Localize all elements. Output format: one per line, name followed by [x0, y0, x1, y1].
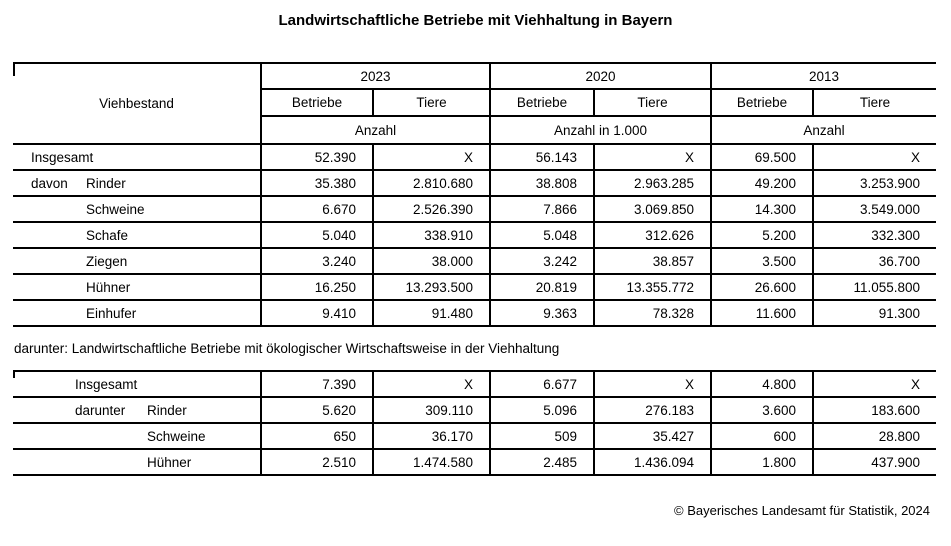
- value-cell: 6.670: [261, 196, 373, 222]
- value-cell: X: [373, 144, 490, 170]
- row-label-cell: [13, 423, 261, 449]
- value-cell: 2.510: [261, 449, 373, 475]
- table-row-huehner: [13, 274, 936, 300]
- col-header-betriebe-2023: Betriebe: [261, 89, 373, 116]
- value-cell: 11.600: [711, 300, 813, 326]
- unit-header-2020: Anzahl in 1.000: [490, 116, 711, 144]
- table-row-schweine-oeko: [13, 423, 936, 449]
- value-cell: 2.526.390: [373, 196, 490, 222]
- row-label: Einhufer: [86, 305, 137, 321]
- page-title: Landwirtschaftliche Betriebe mit Viehhaltung in Bayern: [278, 12, 673, 29]
- value-cell: 91.300: [813, 300, 936, 326]
- value-cell: 3.069.850: [594, 196, 711, 222]
- value-cell: X: [373, 371, 490, 397]
- value-cell: 332.300: [813, 222, 936, 248]
- value-cell: 7.390: [261, 371, 373, 397]
- value-cell: 78.328: [594, 300, 711, 326]
- row-label: Hühner: [147, 454, 192, 470]
- value-cell: 3.549.000: [813, 196, 936, 222]
- value-cell: 35.380: [261, 170, 373, 196]
- row-prefix: davon: [31, 175, 68, 191]
- value-cell: 69.500: [711, 144, 813, 170]
- value-cell: 38.808: [490, 170, 594, 196]
- subheading-oekologisch: darunter: Landwirtschaftliche Betriebe mit ökologischer Wirtschaftsweise in der Viehhaltung: [14, 341, 560, 356]
- table-row-rinder-oeko: [13, 397, 936, 423]
- year-header-2013: 2013: [711, 63, 936, 89]
- value-cell: X: [813, 371, 936, 397]
- table-row-schafe: [13, 222, 936, 248]
- value-cell: 6.677: [490, 371, 594, 397]
- row-label-cell: [13, 170, 261, 196]
- value-cell: 5.096: [490, 397, 594, 423]
- table-row-schweine: [13, 196, 936, 222]
- value-cell: 4.800: [711, 371, 813, 397]
- corner-tick: [13, 370, 15, 378]
- row-prefix: darunter: [75, 402, 126, 418]
- row-label: Insgesamt: [75, 376, 138, 392]
- col-header-betriebe-2020: Betriebe: [490, 89, 594, 116]
- value-cell: 2.810.680: [373, 170, 490, 196]
- value-cell: 5.200: [711, 222, 813, 248]
- value-cell: 7.866: [490, 196, 594, 222]
- row-label-cell: [13, 144, 261, 170]
- table-row-rinder: [13, 170, 936, 196]
- value-cell: 52.390: [261, 144, 373, 170]
- value-cell: 509: [490, 423, 594, 449]
- value-cell: 13.355.772: [594, 274, 711, 300]
- livestock-table-wrapper: [13, 62, 936, 327]
- col-header-tiere-2020: Tiere: [594, 89, 711, 116]
- value-cell: 28.800: [813, 423, 936, 449]
- year-header-2020: 2020: [490, 63, 711, 89]
- table-row-ziegen: [13, 248, 936, 274]
- row-label-cell: [13, 222, 261, 248]
- row-label-cell: [13, 397, 261, 423]
- value-cell: 338.910: [373, 222, 490, 248]
- organic-table: [13, 370, 936, 476]
- value-cell: 49.200: [711, 170, 813, 196]
- value-cell: X: [813, 144, 936, 170]
- value-cell: 2.963.285: [594, 170, 711, 196]
- row-label-cell: [13, 449, 261, 475]
- value-cell: 2.485: [490, 449, 594, 475]
- value-cell: 11.055.800: [813, 274, 936, 300]
- row-label: Schafe: [86, 227, 129, 243]
- value-cell: 3.242: [490, 248, 594, 274]
- unit-header-2013: Anzahl: [711, 116, 936, 144]
- value-cell: 3.600: [711, 397, 813, 423]
- row-header-viehbestand: Viehbestand: [13, 63, 261, 144]
- row-label-cell: [13, 196, 261, 222]
- row-label: Schweine: [86, 201, 145, 217]
- organic-table-wrapper: [13, 370, 936, 476]
- value-cell: 38.000: [373, 248, 490, 274]
- value-cell: 3.253.900: [813, 170, 936, 196]
- value-cell: 16.250: [261, 274, 373, 300]
- copyright-credit: © Bayerisches Landesamt für Statistik, 2024: [674, 503, 930, 518]
- row-label: Rinder: [147, 402, 187, 418]
- value-cell: 309.110: [373, 397, 490, 423]
- value-cell: 1.436.094: [594, 449, 711, 475]
- value-cell: 13.293.500: [373, 274, 490, 300]
- value-cell: 437.900: [813, 449, 936, 475]
- value-cell: 1.800: [711, 449, 813, 475]
- row-label-cell: [13, 248, 261, 274]
- year-header-row: [13, 63, 936, 89]
- col-header-tiere-2023: Tiere: [373, 89, 490, 116]
- value-cell: 20.819: [490, 274, 594, 300]
- col-header-betriebe-2013: Betriebe: [711, 89, 813, 116]
- col-header-tiere-2013: Tiere: [813, 89, 936, 116]
- unit-header-2023: Anzahl: [261, 116, 490, 144]
- value-cell: 91.480: [373, 300, 490, 326]
- value-cell: 9.410: [261, 300, 373, 326]
- row-label-cell: [13, 274, 261, 300]
- value-cell: 3.500: [711, 248, 813, 274]
- row-label: Schweine: [147, 428, 206, 444]
- value-cell: 600: [711, 423, 813, 449]
- value-cell: 183.600: [813, 397, 936, 423]
- value-cell: 1.474.580: [373, 449, 490, 475]
- row-label: Hühner: [86, 279, 131, 295]
- value-cell: 276.183: [594, 397, 711, 423]
- row-label-cell: [13, 300, 261, 326]
- corner-tick: [13, 62, 15, 76]
- row-label: Ziegen: [86, 253, 128, 269]
- value-cell: 36.700: [813, 248, 936, 274]
- row-label: Rinder: [86, 175, 126, 191]
- table-row-insgesamt-oeko: [13, 371, 936, 397]
- value-cell: 14.300: [711, 196, 813, 222]
- table-row-insgesamt: [13, 144, 936, 170]
- row-label-cell: [13, 371, 261, 397]
- row-label: Insgesamt: [31, 149, 94, 165]
- value-cell: 3.240: [261, 248, 373, 274]
- value-cell: 312.626: [594, 222, 711, 248]
- value-cell: 26.600: [711, 274, 813, 300]
- year-header-2023: 2023: [261, 63, 490, 89]
- value-cell: 650: [261, 423, 373, 449]
- value-cell: X: [594, 371, 711, 397]
- livestock-table: [13, 62, 936, 327]
- value-cell: 5.040: [261, 222, 373, 248]
- value-cell: X: [594, 144, 711, 170]
- value-cell: 56.143: [490, 144, 594, 170]
- value-cell: 9.363: [490, 300, 594, 326]
- value-cell: 36.170: [373, 423, 490, 449]
- table-row-huehner-oeko: [13, 449, 936, 475]
- value-cell: 5.048: [490, 222, 594, 248]
- value-cell: 35.427: [594, 423, 711, 449]
- value-cell: 5.620: [261, 397, 373, 423]
- value-cell: 38.857: [594, 248, 711, 274]
- table-row-einhufer: [13, 300, 936, 326]
